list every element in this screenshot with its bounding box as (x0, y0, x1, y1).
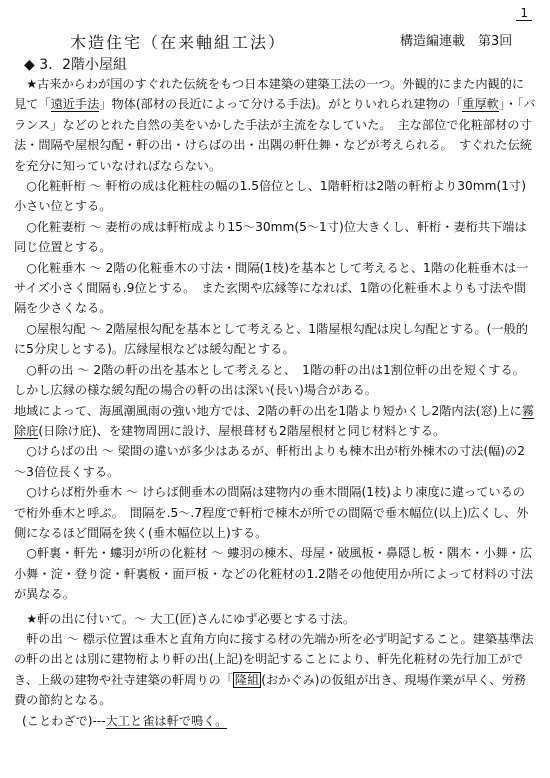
item-gable-beam: ○化粧妻桁 ～ 妻桁の成は軒桁成より15～30mm(5～1寸)位大きくし、軒桁・妻桁共下端は同じ位置とする。 (14, 219, 527, 255)
document-body (14, 74, 536, 731)
diamond-icon: ◆ (24, 57, 35, 73)
section-heading (24, 54, 127, 74)
intro-term-2: 重厚軟 (462, 97, 499, 112)
section-heading-text: 3．2階小屋組 (39, 57, 128, 73)
item-verge-rafter: ○けらば桁外垂木 ～ けらば側垂木の間隔は建物内の垂木間隔(1枝)より凍度に違っているので桁外垂木と呼ぶ。 間隔を.5～.7程度で軒桁で棟木が所での間隔で垂木幅位(以上)広くし、外側になるほど間隔を狭く(垂木幅位以上)する。 (14, 485, 529, 540)
intro-text-2: 」物体(部材の長近によって分ける手法)。がとりいれられ建物の「 (99, 97, 463, 112)
region-text-2: (日除け庇)、を建物周囲に設け、屋根葺材も2階屋根材と同じ材料とする。 (38, 423, 446, 438)
item-roof-pitch: ○屋根勾配 ～ 2階屋根勾配を基本として考えると、1階屋根勾配は戻し勾配とする。(一般的に5分戻しとする)。広縁屋根などは緩勾配とする。 (14, 321, 528, 357)
intro-text-3: 」・「バランス」などのとれた自然の美をいかした手法が主流をなしていた。 主な部位で化粧部材の寸法・間隔や屋根勾配・軒の出・けらばの出・出隅の軒仕舞・などが考えられる。 すぐれた伝統を充分に知っていなければならない。 (14, 97, 536, 173)
region-text-1: 地域によって、海風潮風雨の強い地方では、2階の軒の出を1階より短かくし2階内法(窓)上に (14, 403, 522, 418)
item-region-note (14, 401, 536, 442)
proverb-prefix: (ことわざで)--- (22, 713, 106, 728)
proverb-line (14, 711, 536, 731)
note-text-2: (おかぐみ)の仮組が出き、現場作業が早く、労務費の節約となる。 (14, 672, 526, 708)
note-body (14, 629, 536, 711)
item-rafter-beam: ○化粧軒桁 ～ 軒桁の成は化粧柱の幅の1.5倍位とし、1階軒桁は2階の軒桁より30mm(1寸)小さい位とする。 (14, 179, 526, 214)
page-number: 1 (516, 6, 532, 21)
note-title: ★軒の出に付いて。～ 大工(匠)さんにゆず必要とする寸法。 (26, 611, 355, 626)
region-term: 霧除庇 (14, 403, 535, 438)
item-rafters: ○化粧垂木 ～ 2階の化粧垂木の寸法・間隔(1枝)を基本として考えると、1階の化粧垂木は一サイズ小さく間隔も.9位とする。 また玄関や広縁等になれば、1階の化粧垂木よりも寸法や間隔を少さくなる。 (14, 260, 529, 316)
intro-paragraph (14, 74, 536, 176)
item-eaves: ○軒の出 ～ 2階の軒の出を基本として考えると、 1階の軒の出は1割位軒の出を短くする。 しかし広縁の様な緩勾配の場合の軒の出は深い(長い)場合がある。 (14, 362, 531, 398)
note-text-1: 軒の出 ～ 標示位置は垂木と直角方向に接する材の先端か所を必ず明記すること。建築基準法の軒の出とは別に建物桁より軒の出(上記)を明記することにより、軒先化粧材の先行加工ができ、上級の建物や社寺建築の軒周りの「 (14, 631, 534, 687)
series-label: 構造編連載 第3回 (400, 34, 513, 49)
item-verge: ○けらばの出 ～ 梁間の違いが多少はあるが、軒桁出よりも棟木出が桁外棟木の寸法(幅)の2～3倍位長くする。 (14, 444, 525, 479)
note-term: 隆組 (234, 672, 260, 687)
document-title: 木造住宅（在来軸組工法） (70, 33, 287, 52)
proverb-text: 大工と雀は軒で鳴く。 (105, 713, 228, 728)
intro-text-1: ★古来からわが国のすぐれた伝統をもつ日本建築の建築工法の一つ。外観的にまた内観的に見て「 (14, 77, 525, 112)
intro-term-1: 遠近手法 (50, 97, 100, 112)
item-soffit-materials: ○軒裏・軒先・螻羽が所の化粧材 ～ 螻羽の棟木、母屋・破風板・鼻隠し板・隅木・小舞・広小舞・淀・登り淀・軒裏板・面戸板・などの化粧材の1.2階その他使用か所によって材料の寸法が異なる。 (14, 546, 534, 602)
